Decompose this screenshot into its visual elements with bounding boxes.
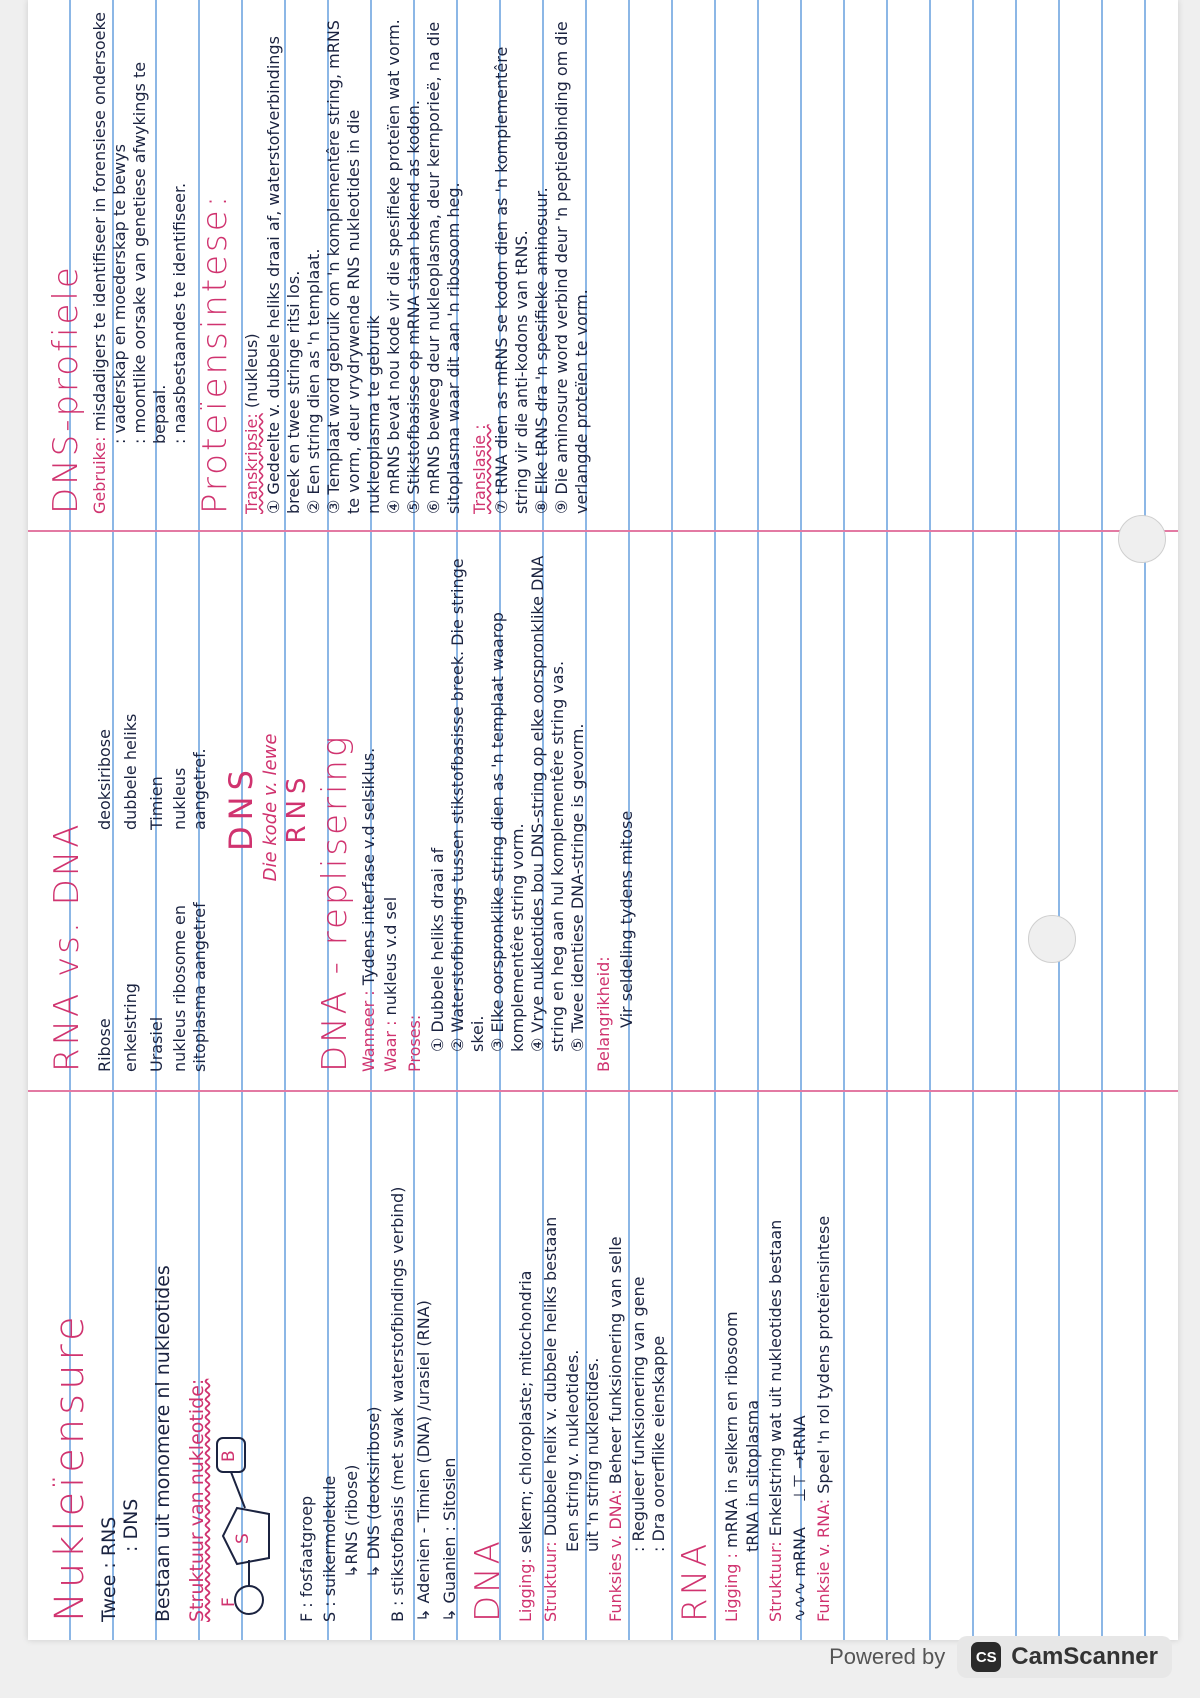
rna-list — [92, 842, 210, 1072]
rna-ligging-2: tRNA in sitoplasma — [743, 1399, 762, 1552]
nucleotide-diagram — [209, 1392, 279, 1622]
transkripsie-step: ④ mRNS bevat nou kode vir die spesifieke proteïen wat vorm. — [384, 19, 403, 514]
dna-title: DNA — [468, 1538, 508, 1622]
translasie-step: ⑦ tRNA dien as mRNS se kodon dien as 'n komplementêre string vir die anti-kodons van tRNS. — [492, 46, 531, 514]
proses-step: ② Waterstofbindings tussen stikstofbasisse breek. Die stringe skei. — [448, 558, 487, 1052]
column-dns-profiele — [28, 2, 1178, 522]
nukleiensure-title: Nukleïensure — [47, 1312, 93, 1622]
nucleotide-svg — [209, 1392, 279, 1622]
dna-item: Timien — [147, 776, 166, 830]
powered-by-text: Powered by — [829, 1644, 946, 1669]
camscanner-badge — [957, 1636, 1172, 1678]
binder-hole-1 — [1118, 515, 1166, 563]
dns-lewe-box — [222, 543, 312, 1072]
proses-step: ⑤ Twee identiese DNA-stringe is gevorm. — [568, 723, 587, 1052]
struct-s-label: S — [233, 1533, 253, 1544]
dna-item: nukleus aangetref. — [170, 748, 209, 830]
bestaan-text: Bestaan uit monomere nl nukleotides — [152, 1265, 174, 1622]
dna-item: dubbele heliks — [121, 713, 140, 830]
legend-rns: ↳RNS (ribose) — [342, 1464, 361, 1578]
twee-line: Twee : RNS — [98, 1516, 120, 1622]
struct-f-label: F — [219, 1597, 239, 1607]
rna-item: enkelstring — [121, 983, 140, 1072]
rna-sketch: ∿∿∿ mRNA ⊥⊤ →tRNA — [790, 1415, 809, 1622]
legend-adenien: ↳ Adenien - Timien (DNA) /urasiel (RNA) — [414, 1300, 433, 1622]
transkripsie-step: ⑥ mRNS beweeg deur nukleoplasma, deur kernporieë, na die sitoplasma waar dit aan 'n ribosoom heg. — [424, 21, 463, 514]
dns-big: DNS — [222, 764, 260, 851]
trna-icon: ⊥⊤ — [790, 1474, 809, 1502]
gebruike-item: : naasbestaandes te identifiseer. — [170, 182, 189, 444]
legend-f: F : fosfaatgroep — [297, 1495, 316, 1622]
camscanner-logo-icon: CS — [971, 1642, 1001, 1672]
proteiensintese-title: Proteïensintese: — [195, 192, 235, 514]
camscanner-brand: CamScanner — [1011, 1643, 1158, 1670]
scanned-page — [28, 0, 1178, 1640]
transkripsie-heading: Transkripsie: (nukleus) — [242, 333, 261, 514]
rna-item: nukleus ribosome en sitoplasma aangetref — [170, 902, 209, 1072]
comparison — [92, 543, 210, 1072]
dna-item: deoksiribose — [95, 729, 114, 830]
legend-guanien: ↳ Guanien : Sitosien — [440, 1457, 459, 1622]
gebruike: Gebruike: misdadigers te identifiseer in forensiese ondersoeke — [90, 11, 109, 514]
proses-step: ① Dubbele heliks draai af — [428, 847, 447, 1052]
proses-step: ③ Elke oorspronklike string dien as 'n templaat waarop komplementêre string vorm. — [488, 612, 527, 1052]
rna-vs-dna-title: RNA vs. DNA — [47, 821, 87, 1072]
transkripsie-step: ② Een string dien as 'n templaat. — [304, 248, 323, 514]
binder-hole-2 — [1028, 915, 1076, 963]
gebruike-item: : vaderskap en moederskap te bewys — [110, 143, 129, 444]
waar: Waar : nukleus v.d sel — [381, 896, 400, 1072]
twee-dns: : DNS — [120, 1498, 142, 1552]
legend-s: S : suikermolekule — [320, 1475, 339, 1622]
transkripsie-step: ① Gedeelte v. dubbele heliks draai af, waterstofverbindings breek en twee stringe ritsi los. — [264, 36, 303, 514]
rna-funksie: Funksie v. RNA: Speel 'n rol tydens proteïensintese — [814, 1215, 833, 1622]
dns-profiele-title: DNS-profiele — [46, 264, 86, 514]
gebruike-item: : moontlike oorsake van genetiese afwykings te bepaal. — [130, 61, 169, 444]
struct-b-label: B — [219, 1450, 239, 1462]
rna-item: Urasiel — [147, 1016, 166, 1072]
dna-funksies-2: : Reguleer funksionering van gene — [629, 1276, 648, 1552]
wanneer: Wanneer : Tydens interfase v.d selsiklus. — [359, 747, 378, 1072]
margin-line-2 — [28, 530, 1178, 532]
proses-label: Proses: — [405, 1014, 424, 1072]
transkripsie-step: ③ Templaat word gebruik om 'n komplementêre string, mRNS te vorm, deur vrydrywende RNS nukleotides in die nukleoplasma te gebruik — [324, 20, 383, 514]
translasie-heading: Translasie : — [470, 424, 489, 514]
belang-text: Vir seldeling tydens mitose — [617, 810, 636, 1028]
rna-struktuur: Struktuur: Enkelstring wat uit nukleotides bestaan — [766, 1219, 785, 1622]
replisering-title: DNA - replisering — [315, 733, 355, 1072]
rna-title: RNA — [675, 1540, 715, 1622]
transkripsie-step: ⑤ Stikstofbasisse op mRNA staan bekend as kodon. — [404, 100, 423, 514]
column-rna-vs-dna — [28, 535, 1178, 1080]
die-kode: Die kode v. lewe — [260, 733, 281, 882]
rna-item: Ribose — [95, 1018, 114, 1072]
dna-funksies: Funksies v. DNA: Beheer funksionering van selle — [606, 1236, 625, 1622]
squiggle-icon: ∿∿∿ — [790, 1581, 809, 1622]
dna-list — [92, 580, 210, 830]
rns-big: RNS — [282, 771, 312, 844]
dna-ligging: Ligging: selkern; chloroplaste; mitochondria — [516, 1270, 535, 1622]
legend-b: B : stikstofbasis (met swak waterstofbindings verbind) — [388, 1186, 407, 1622]
translasie-step: ⑨ Die aminosure word verbind deur 'n peptiedbinding om die verlangde proteïen te vorm. — [552, 21, 591, 514]
belang-label: Belangrikheid: — [594, 956, 613, 1072]
struktuur-heading: Struktuur van nukleotide: — [186, 1378, 208, 1622]
dna-struktuur: Struktuur: Dubbele helix v. dubbele heliks bestaan — [541, 1216, 560, 1622]
legend-dns: ↳ DNS (deoksiribose) — [364, 1406, 383, 1578]
rna-ligging: Ligging : mRNA in selkern en ribosoom — [722, 1311, 741, 1622]
camscanner-watermark — [829, 1634, 1172, 1680]
proses-step: ④ Vrye nukleotides bou DNS-string op elke oorspronklike DNA string en heg aan hul komplementêre string vas. — [528, 555, 567, 1052]
dna-funksies-3: : Dra oorerflike eienskappe — [649, 1335, 668, 1552]
column-nukleiensure — [28, 1090, 1178, 1630]
translasie-step: ⑧ Elke tRNS dra 'n spesifieke aminosuur. — [532, 187, 551, 514]
notebook-sheet — [28, 0, 1178, 1640]
dna-struktuur-3: uit 'n string nukleotides. — [583, 1357, 602, 1552]
dna-struktuur-2: Een string v. nukleotides. — [563, 1349, 582, 1552]
